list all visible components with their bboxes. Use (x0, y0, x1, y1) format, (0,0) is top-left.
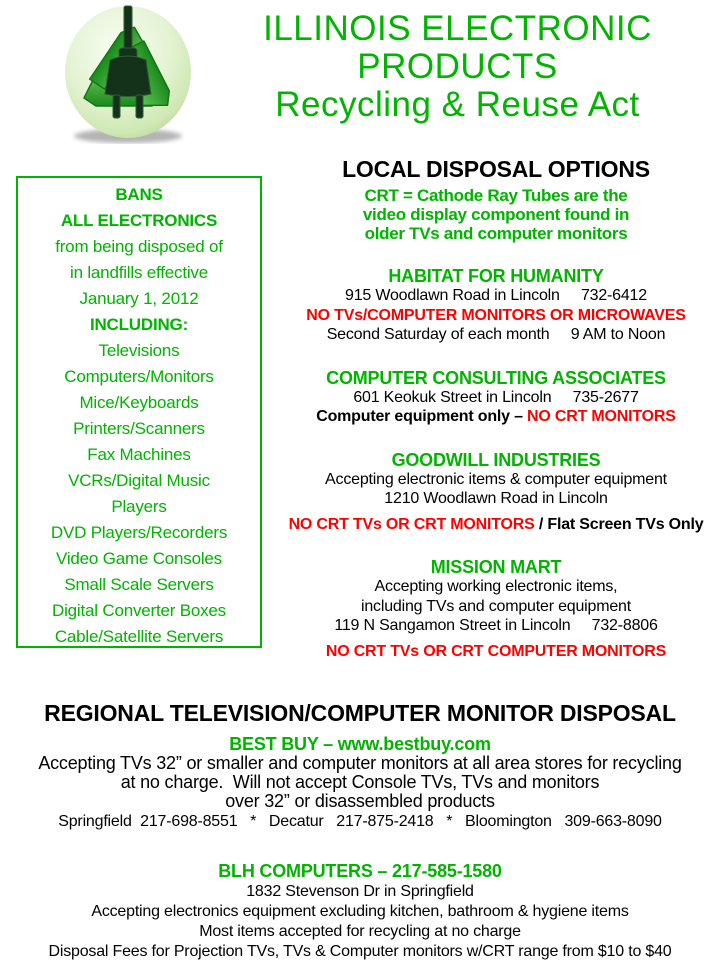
text-segment-plain: Accepting working electronic items, (374, 578, 618, 595)
disposal-section-line (280, 577, 712, 597)
text-segment-plain: 119 N Sangamon Street in Lincoln 732-8806 (334, 617, 658, 634)
text-segment-plain: at no charge. Will not accept Console TVs, TVs and monitors (120, 772, 600, 792)
regional-disposal (0, 699, 720, 960)
text-segment-small: Most items accepted for recycling at no charge (199, 923, 521, 940)
text-segment-plain: Second Saturday of each month 9 AM to Noon (326, 326, 666, 343)
text-segment-warn: NO CRT TVs OR CRT MONITORS (288, 515, 535, 533)
text-segment-small: Accepting electronics equipment excluding kitchen, bathroom & hygiene items (91, 903, 629, 920)
disposal-section-line (280, 388, 712, 408)
including-label: INCLUDING: (89, 315, 189, 334)
disposal-section (280, 266, 712, 345)
disposal-section-line (0, 881, 720, 901)
title-line-3: Recycling & Reuse Act (275, 85, 640, 124)
banned-item: Small Scale Servers (64, 575, 214, 594)
banned-item: Fax Machines (87, 445, 191, 464)
disposal-section-line (280, 470, 712, 490)
disposal-section-name: COMPUTER CONSULTING ASSOCIATES (326, 367, 666, 388)
crt-note (280, 186, 712, 243)
text-segment-small: 1832 Stevenson Dr in Springfield (246, 883, 474, 900)
banned-item: Digital Converter Boxes (52, 601, 226, 620)
disposal-section-line (280, 286, 712, 306)
local-disposal-title: LOCAL DISPOSAL OPTIONS (342, 156, 650, 182)
disposal-section-line (280, 325, 712, 345)
bans-body-line: January 1, 2012 (79, 289, 199, 308)
disposal-section-line (280, 407, 712, 427)
text-segment-warn: NO CRT MONITORS (527, 408, 676, 425)
banned-item: Computers/Monitors (64, 367, 214, 386)
regional-sections (0, 734, 720, 960)
disposal-section-line (280, 489, 712, 509)
disposal-section-line (0, 792, 720, 811)
disposal-section-name: BEST BUY – www.bestbuy.com (229, 734, 491, 754)
disposal-section-line (0, 773, 720, 792)
text-segment-small: Disposal Fees for Projection TVs, TVs & Computer monitors w/CRT range from $10 to $40 (48, 943, 672, 960)
disposal-section-line (0, 921, 720, 941)
banned-item: Cable/Satellite Servers (54, 627, 224, 646)
bans-body-line: from being disposed of (55, 237, 223, 256)
text-segment-plain: 915 Woodlawn Road in Lincoln 732-6412 (345, 287, 647, 304)
text-segment-plain: including TVs and computer equipment (360, 597, 631, 615)
disposal-section (0, 861, 720, 960)
disposal-section-name: MISSION MART (430, 557, 562, 577)
title-line-2: PRODUCTS (357, 47, 558, 86)
text-segment-plain: Accepting electronic items & computer equipment (325, 470, 667, 488)
disposal-section-name: HABITAT FOR HUMANITY (388, 266, 604, 286)
disposal-section (280, 368, 712, 427)
bans-body-line: in landfills effective (70, 263, 208, 282)
banned-item: VCRs/Digital Music Players (68, 471, 210, 516)
disposal-section (280, 557, 712, 661)
disposal-section-line (280, 306, 712, 326)
banned-items-list (39, 338, 239, 650)
text-segment-bold: Computer equipment only – (316, 408, 528, 425)
disposal-section-line (0, 941, 720, 960)
banned-item: Printers/Scanners (73, 419, 205, 438)
title-line-1: ILLINOIS ELECTRONIC (263, 9, 652, 48)
page-title (205, 10, 710, 124)
text-segment-plain: over 32” or disassembled products (225, 791, 495, 811)
banned-item: Mice/Keyboards (79, 393, 199, 412)
crt-note-line: CRT = Cathode Ray Tubes are the (364, 186, 628, 205)
disposal-section-line (0, 754, 720, 773)
disposal-section-line (280, 642, 712, 662)
disposal-section-name: BLH COMPUTERS – 217-585-1580 (218, 861, 502, 881)
disposal-section (280, 450, 712, 535)
bans-heading-2: ALL ELECTRONICS (60, 211, 218, 230)
crt-note-line: older TVs and computer monitors (364, 224, 628, 243)
text-segment-plain: Accepting TVs 32” or smaller and computer monitors at all area stores for recycling (38, 753, 682, 773)
disposal-section (0, 734, 720, 831)
local-disposal-options (280, 156, 712, 661)
disposal-section-line (0, 811, 720, 831)
regional-disposal-title: REGIONAL TELEVISION/COMPUTER MONITOR DISPOSAL (44, 700, 676, 726)
disposal-section-line (280, 616, 712, 636)
disposal-section-line (280, 597, 712, 617)
recycle-plug-logo (52, 2, 204, 144)
banned-item: Televisions (98, 341, 180, 360)
recycle-plug-logo-svg (52, 2, 204, 144)
disposal-section-name: GOODWILL INDUSTRIES (391, 449, 601, 470)
local-sections (280, 266, 712, 661)
banned-item: Video Game Consoles (56, 549, 222, 568)
text-segment-warn: NO CRT TVs OR CRT COMPUTER MONITORS (325, 642, 667, 660)
disposal-section-line (0, 901, 720, 921)
bans-heading-1: BANS (115, 185, 163, 204)
text-segment-small: Springfield 217-698-8551 * Decatur 217-875-2418 * Bloomington 309-663-8090 (58, 813, 662, 830)
text-segment-plain: 1210 Woodlawn Road in Lincoln (384, 490, 608, 507)
crt-note-line: video display component found in (362, 205, 630, 224)
bans-box (16, 176, 262, 648)
text-segment-plain: 601 Keokuk Street in Lincoln 735-2677 (353, 388, 639, 406)
text-segment-warn: NO TVs/COMPUTER MONITORS OR MICROWAVES (306, 306, 686, 324)
banned-item: DVD Players/Recorders (50, 523, 228, 542)
text-segment-bold: / Flat Screen TVs Only (534, 515, 704, 533)
bans-body-lines (39, 234, 239, 312)
disposal-section-line (280, 515, 712, 535)
